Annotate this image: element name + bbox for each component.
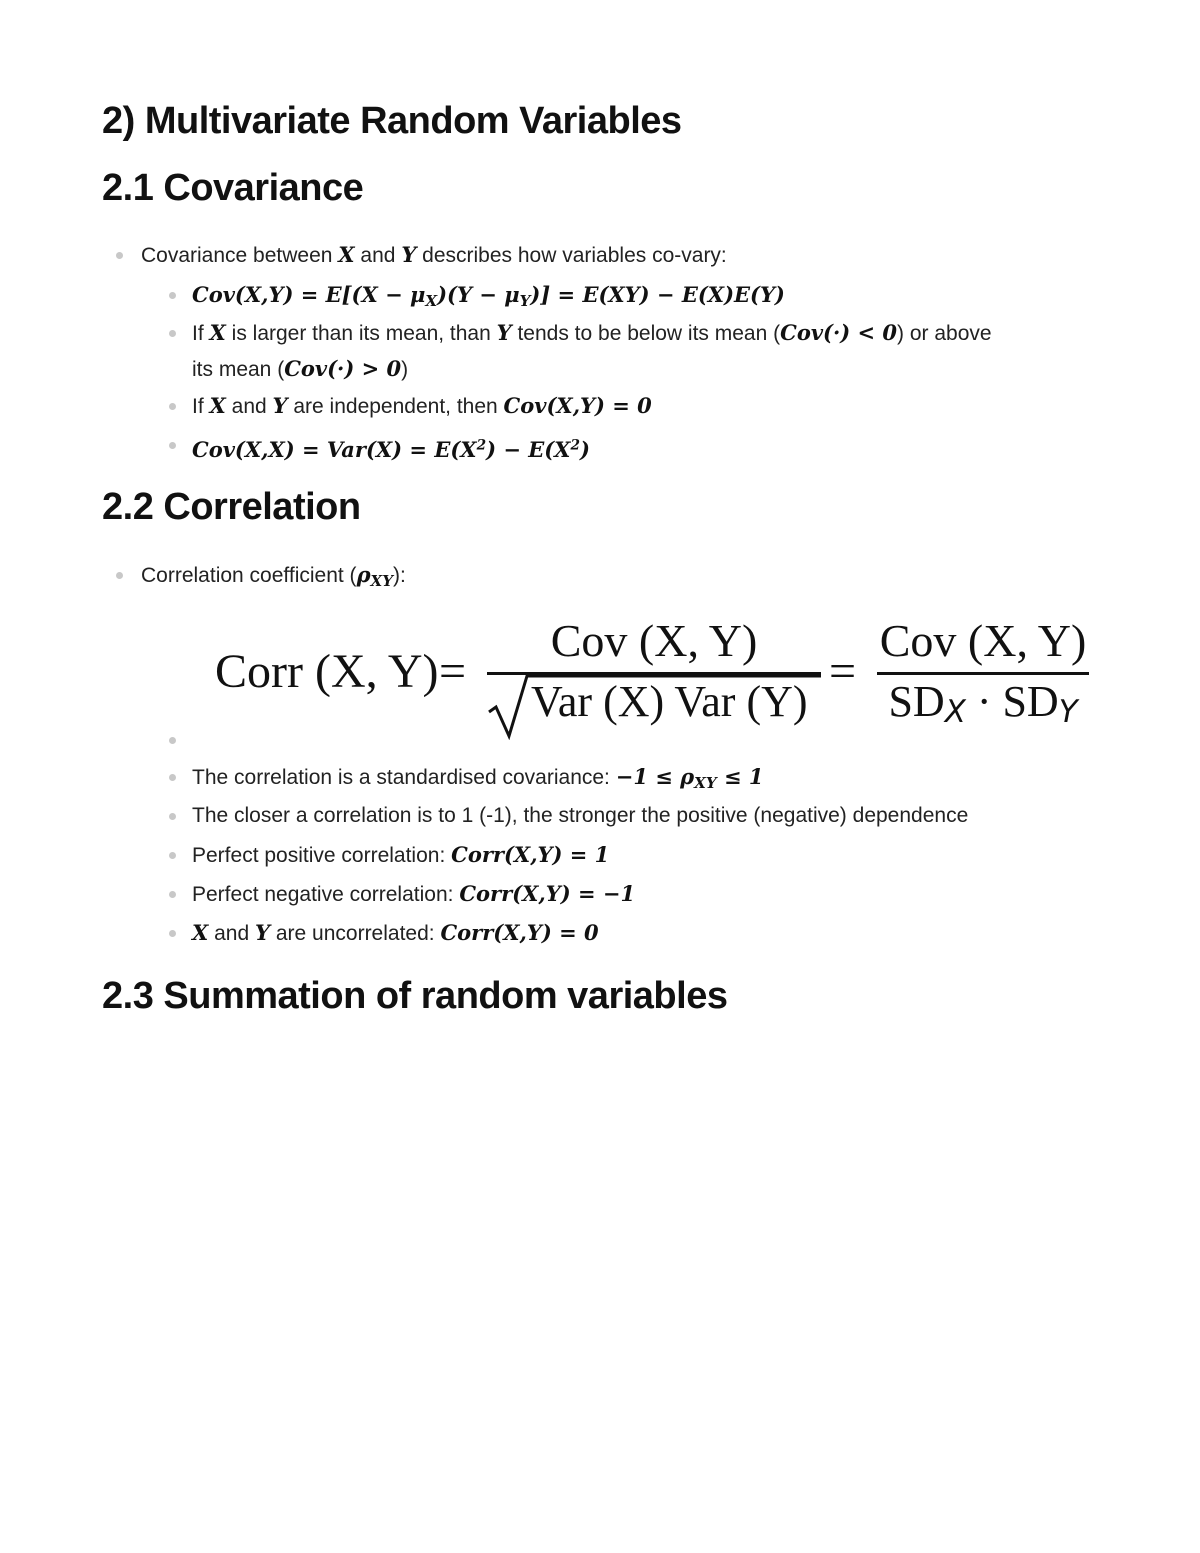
formula-lhs: Corr (X, Y) [215, 645, 439, 698]
list-item-standardised: The correlation is a standardised covariance: $-1 \le \rho_{XY} \le 1$ [192, 759, 764, 801]
list-item-covariance-independence: If X and Y are independent, then Cov(X,Y) = 0 [192, 388, 652, 425]
formula-equals: = [829, 645, 857, 698]
formula-fraction-variance [487, 612, 821, 742]
fraction-numerator: Cov (X, Y) [879, 615, 1087, 666]
list-item-covariance-formula [192, 277, 785, 319]
fraction-denominator: $SD_X \cdot SD_Y$ [888, 677, 1078, 731]
rho-symbol: $\rho_{XY}$ [356, 562, 394, 590]
bullet-icon [169, 737, 176, 744]
bullet-icon [169, 891, 176, 898]
list-item-covariance-intro: Covariance between X and Y describes how variables co-vary: [141, 237, 727, 274]
bullet-icon [116, 252, 123, 259]
list-item-uncorrelated: X and Y are uncorrelated: Corr(X,Y) = 0 [192, 915, 599, 952]
list-item-perfect-positive: Perfect positive correlation: Corr(X,Y) = 1 [192, 837, 609, 874]
bullet-icon [169, 442, 176, 449]
section-heading-correlation: 2.2 Correlation [102, 486, 361, 528]
section-heading-summation: 2.3 Summation of random variables [102, 975, 728, 1017]
list-item-closer: The closer a correlation is to 1 (-1), the stronger the positive (negative) dependence [192, 798, 968, 834]
list-item-perfect-negative: Perfect negative correlation: Corr(X,Y) = −1 [192, 876, 635, 913]
correlation-display-formula [215, 612, 1095, 742]
formula-equals: = [439, 645, 467, 698]
list-item-correlation-intro: Correlation coefficient $(\rho_{XY})$: [141, 557, 406, 599]
bullet-icon [116, 572, 123, 579]
fraction-denominator: Var (X) Var (Y) [531, 677, 808, 726]
bullet-icon [169, 813, 176, 820]
bullet-icon [169, 774, 176, 781]
bullet-icon [169, 330, 176, 337]
math-variance-identity: $Cov(X,X) = Var(X) = E(X^2) - E(X^2)$ [192, 436, 590, 462]
bullet-icon [169, 403, 176, 410]
bullet-icon [169, 852, 176, 859]
list-item-covariance-sign: If X is larger than its mean, than Y tends to be below its mean (Cov(·) < 0) or above [192, 315, 992, 352]
page-title: 2) Multivariate Random Variables [102, 100, 682, 142]
formula-fraction-sd [877, 612, 1089, 742]
fraction-numerator: Cov (X, Y) [550, 615, 758, 666]
math-covariance-definition: $Cov(X,Y) = E[(X - \mu_X)(Y - \mu_Y)] = E(XY) - E(X)E(Y)$ [192, 282, 785, 310]
bullet-icon [169, 930, 176, 937]
list-item-covariance-variance [192, 427, 590, 469]
fraction-bar [877, 672, 1089, 675]
section-heading-covariance: 2.1 Covariance [102, 167, 364, 209]
bullet-icon [169, 292, 176, 299]
list-item-covariance-sign-continued: its mean (Cov(·) > 0) [192, 356, 409, 381]
